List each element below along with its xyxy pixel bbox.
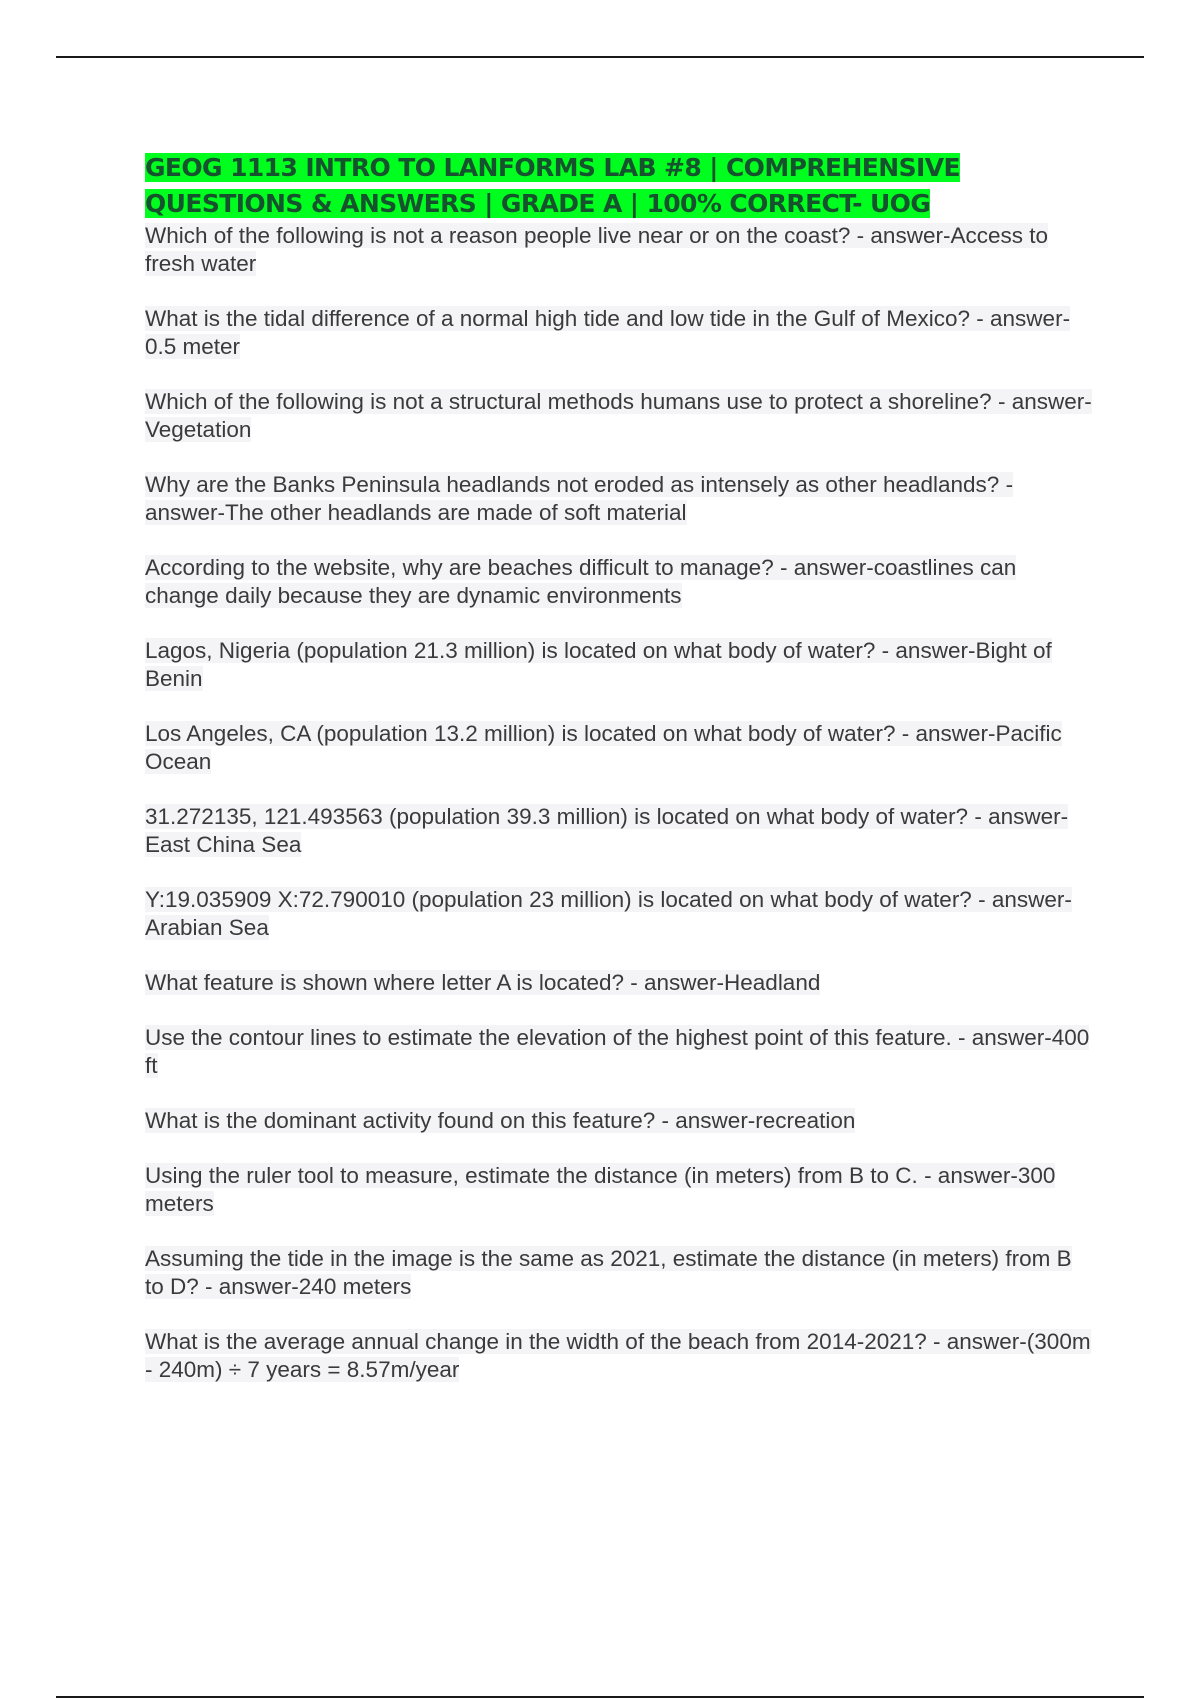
document-body — [145, 150, 1095, 1411]
qa-item-15: What is the average annual change in the width of the beach from 2014-2021? - answer-(300m - 240m) ÷ 7 years = 8.57m/year — [145, 1329, 1091, 1382]
qa-item-3: Which of the following is not a structural methods humans use to protect a shoreline? - answer-Vegetation — [145, 389, 1092, 442]
qa-item-10: What feature is shown where letter A is located? - answer-Headland — [145, 970, 821, 995]
qa-item-6: Lagos, Nigeria (population 21.3 million) is located on what body of water? - answer-Bight of Benin — [145, 638, 1052, 691]
qa-item-1: Which of the following is not a reason people live near or on the coast? - answer-Access to fresh water — [145, 223, 1048, 276]
qa-item-7: Los Angeles, CA (population 13.2 million) is located on what body of water? - answer-Pacific Ocean — [145, 721, 1062, 774]
bottom-rule — [56, 1696, 1144, 1698]
qa-item-12: What is the dominant activity found on this feature? - answer-recreation — [145, 1108, 856, 1133]
document-title: GEOG 1113 INTRO TO LANFORMS LAB #8 | COMPREHENSIVE QUESTIONS & ANSWERS | GRADE A | 100% CORRECT- UOG — [145, 153, 960, 218]
qa-item-5: According to the website, why are beaches difficult to manage? - answer-coastlines can change daily because they are dynamic environments — [145, 555, 1017, 608]
qa-item-2: What is the tidal difference of a normal high tide and low tide in the Gulf of Mexico? - answer-0.5 meter — [145, 306, 1071, 359]
qa-item-8: 31.272135, 121.493563 (population 39.3 million) is located on what body of water? - answer-East China Sea — [145, 804, 1069, 857]
qa-item-13: Using the ruler tool to measure, estimate the distance (in meters) from B to C. - answer-300 meters — [145, 1163, 1056, 1216]
top-rule — [56, 56, 1144, 58]
qa-item-4: Why are the Banks Peninsula headlands not eroded as intensely as other headlands? - answer-The other headlands are made of soft material — [145, 472, 1014, 525]
qa-item-11: Use the contour lines to estimate the elevation of the highest point of this feature. - answer-400 ft — [145, 1025, 1090, 1078]
qa-list — [145, 222, 1095, 1384]
qa-item-9: Y:19.035909 X:72.790010 (population 23 million) is located on what body of water? - answer-Arabian Sea — [145, 887, 1072, 940]
qa-item-14: Assuming the tide in the image is the same as 2021, estimate the distance (in meters) from B to D? - answer-240 meters — [145, 1246, 1072, 1299]
